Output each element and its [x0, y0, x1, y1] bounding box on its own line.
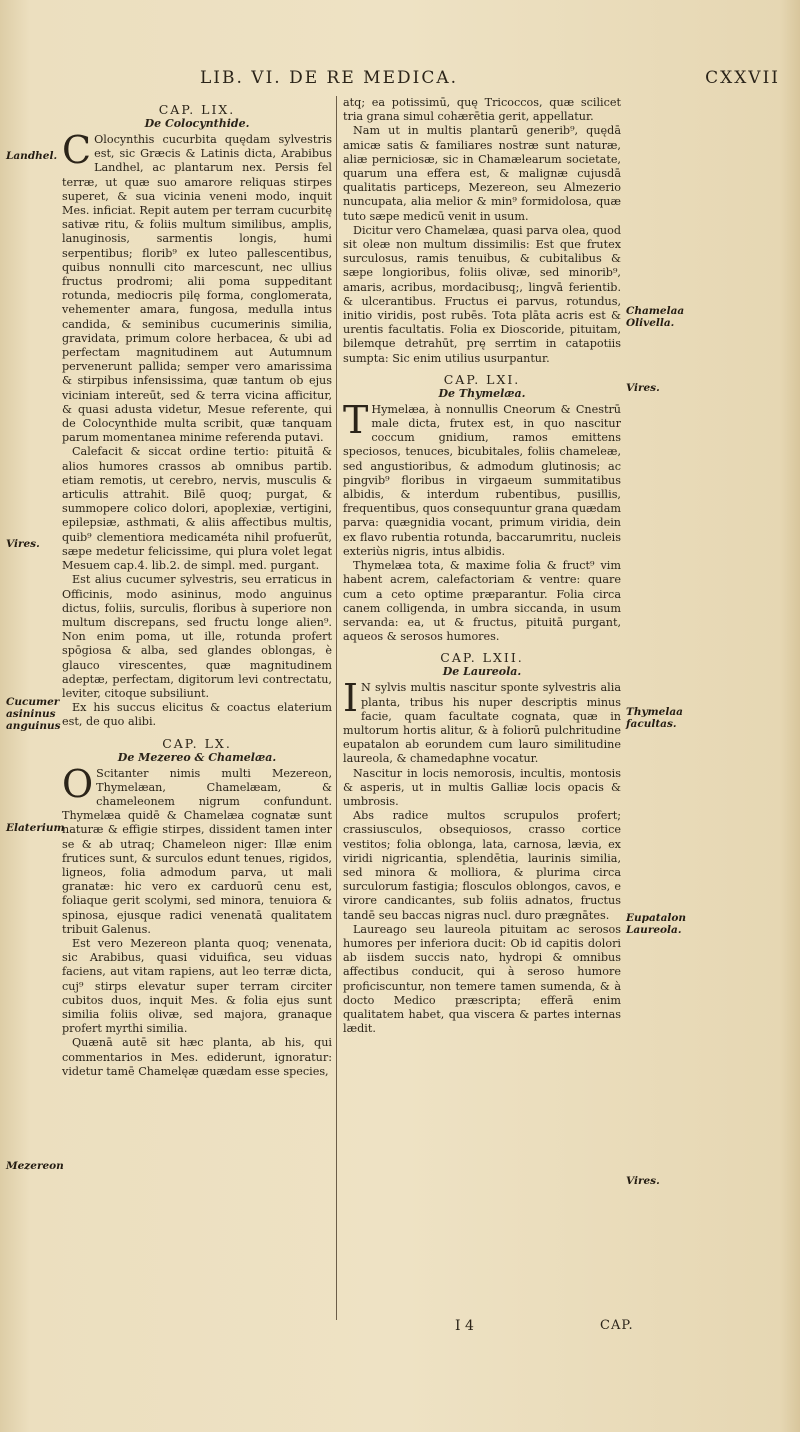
- chapter-subheading: De Laureola.: [442, 665, 522, 679]
- paragraph: [62, 761, 332, 937]
- margin-note: Vires.: [626, 382, 660, 394]
- paragraph: [343, 676, 621, 766]
- paragraph-text: Olocynthis cucurbita quędam sylvestris est, sic Græcis & Latinis dicta, Arabibus Landhel, ac plantarum nex. Persis fel terræ, ut quæ suo amarore reliquas stirpes superet, & sua vicinia veneni modo, inquit Mes. inficiat. Repit autem per terram cucurbitę sativæ ritu, & foliis multum similibus, amplis, lanuginosis, sarmentis longis, humi serpentibus; florib⁹ ex luteo pallescentibus, quibus nonnulli cito marcescunt, nec ullius fructus prodromi; alii poma suppeditant rotunda, mediocris pilę forma, conglomerata, vehementer amara, fungosa, medulla intus candida, & seminibus cucumerinis similia, gravidata, primum colore herbacea, & ubi ad perfectam magnitudinem aut Autumnum pervenerunt pallida; semper vero amarissima & stirpibus infensissima, quæ tantum ob ejus viciniam intereūt, sed & terra vicina afficitur, & quasi adusta videtur, Mesue referente, qui de Colocynthide multa scribit, quæ tanquam parum momentanea minime referenda putavi.: [62, 133, 332, 445]
- chapter-heading: CAP. LIX.: [158, 102, 236, 117]
- drop-cap: O: [62, 761, 94, 806]
- paragraph: Abs radice multos scrupulos profert; crassiusculos, obsequiosos, crasso cortice vestitos; folia oblonga, lata, carnosa, lævia, ex viridi nigricantia, splendētia, laurinis similia, sed minora & molliora, & plurima circa surculorum fastigia; flosculos oblongos, cavos, e virore candicantes, sub foliis adnatos, fructus tandē seu baccas nigras nucl. duro prægnātes.: [343, 809, 621, 922]
- paragraph-text: Scitanter nimis multi Mezereon, Thymelæan, Chamelæam, & chameleonem nigrum confundunt. Thymelæa quidē & Chamelæa cognatæ sunt naturæ & effigie stirpes, dissident tamen inter se & ab utraq; Chameleon niger: Illæ enim frutices sunt, & surculos edunt tenues, rigidos, ligneos, folia admodum parva, ut mali granatæ: hic vero ex carduorū cenu est, foliaque gerit scolymi, sed minora, tenuiora & spinosa, ejusque radici venenatā qualitatem tribuit Galenus.: [62, 766, 332, 936]
- column-divider: [336, 96, 337, 1320]
- paragraph: Est vero Mezereon planta quoq; venenata, sic Arabibus, quasi viduifica, seu viduas faciens, aut vitam rapiens, aut leo terræ dicta, cuj⁹ stirps elevatur super terram circiter cubitos duos, inquit Mes. & folia ejus sunt similia foliis olivæ, sed majora, granaque profert myrthi similia.: [62, 936, 332, 1036]
- paragraph: atq; ea potissimū, quę Tricoccos, quæ scilicet tria grana simul cohærētia gerit, appellatur.: [343, 96, 621, 124]
- paragraph: Calefacit & siccat ordine tertio: pituitā & alios humores crassos ab omnibus partib. etiam remotis, ut cerebro, nervis, musculis & articulis attrahit. Bilē quoq; purgat, & summopere colico dolori, apoplexiæ, vertigini, epilepsiæ, asthmati, & aliis affectibus multis, quib⁹ clementiora medicaméta nihil profuerūt, sæpe medetur felicissime, qui plura volet legat Mesuem cap.4. lib.2. de simpl. med. purgant.: [62, 445, 332, 573]
- margin-note: Vires.: [6, 538, 40, 550]
- paragraph: Quænā autē sit hæc planta, ab his, qui commentarios in Mes. ediderunt, ignoratur: videtur tamē Chamelęæ quædam esse species,: [62, 1036, 332, 1078]
- paragraph: Thymelæa tota, & maxime folia & fruct⁹ vim habent acrem, calefactoriam & ventre: quare cum a ceto optime præparantur. Folia circa canem colligenda, in umbra siccanda, in usum servanda: ea, ut & fructus, pituitā purgant, aqueos & serosos humores.: [343, 559, 621, 644]
- margin-note: Elaterium: [6, 822, 65, 834]
- signature-mark: I 4: [455, 1318, 474, 1334]
- running-head: [200, 68, 780, 94]
- paragraph: [343, 397, 621, 559]
- margin-note: Mezereon: [6, 1160, 64, 1172]
- paragraph-text: N sylvis multis nascitur sponte sylvestris alia planta, tribus his nuper descriptis minus facie, quam facultate cognata, quæ in multorum hortis alitur, & à foliorū pulchritudine eupatalon ab eorundem cum lauro similitudine laureola, & chamedaphne vocatur.: [343, 681, 621, 766]
- catchword: CAP.: [600, 1318, 634, 1333]
- chapter-subheading: De Colocynthide.: [144, 117, 250, 130]
- paragraph: Nam ut in multis plantarū generib⁹, quędā amicæ satis & familiares nostræ sunt naturæ, aliæ perniciosæ, sic in Chamælearum societate, quarum una effera est, & malignæ cujusdā qualitatis particeps, Mezereon, seu Almezerio nuncupata, alia melior & min⁹ formidolosa, quæ tuto sæpe medicū venit in usum.: [343, 124, 621, 223]
- margin-note: Vires.: [626, 1175, 660, 1187]
- chapter-heading: CAP. LX.: [162, 735, 232, 751]
- paragraph: Est alius cucumer sylvestris, seu erraticus in Officinis, modo asininus, modo anguinus dictus, foliis, surculis, floribus à superiore non multum discrepans, sed fructu longe alien⁹. Non enim poma, ut ille, rotunda profert spōgiosa & alba, sed glandes oblongas, è glauco virescentes, quæ magnitudinem adeptæ, perfectam, digitorum levi contrectatu, leviter, citoque subsiliunt.: [62, 573, 332, 700]
- folio-number: CXXVII: [705, 68, 780, 88]
- paragraph: Ex his succus elicitus & coactus elaterium est, de quo alibi.: [62, 701, 332, 729]
- drop-cap: T: [343, 397, 369, 442]
- margin-note: Cucumer asininus anguinus: [6, 696, 61, 732]
- paragraph-text: Hymelæa, à nonnullis Cneorum & Cnestrū male dicta, frutex est, in quo nascitur coccum gnidium, ramos emittens speciosos, tenuces, bicubitales, foliis chameleæ, sed angustioribus, & admodum glutinosis; ac pingvib⁹ floribus in virgaeum summitatibus albidis, & interdum rubentibus, pusillis, frequentibus, quos consequuntur grana quædam parva: quægnidia vocant, primum viridia, dein ex flavo rubentia rotunda, baccarumritu, nucleis exteriùs nigris, intus albidis.: [343, 402, 621, 558]
- paragraph: Nascitur in locis nemorosis, incultis, montosis & asperis, ut in multis Galliæ locis opacis & umbrosis.: [343, 766, 621, 808]
- left-column: [62, 96, 332, 1079]
- chapter-heading: CAP. LXI.: [443, 371, 521, 387]
- margin-note: Chamelaa Olivella.: [626, 305, 685, 329]
- drop-cap: C: [62, 128, 92, 172]
- chapter-subheading: De Thymelæa.: [438, 386, 526, 400]
- chapter-subheading: De Mezereo & Chamelæa.: [117, 750, 277, 764]
- margin-note: Landhel.: [6, 150, 58, 162]
- running-title: LIB. VI. DE RE MEDICA.: [200, 68, 459, 88]
- margin-note: Eupatalon Laureola.: [626, 912, 687, 936]
- drop-cap: I: [343, 676, 359, 721]
- paragraph: Dicitur vero Chamelæa, quasi parva olea, quod sit oleæ non multum dissimilis: Est que frutex surculosus, ramis tenuibus, & cubitalibus & sæpe longioribus, foliis olivæ, sed minorib⁹, amaris, acribus, mordacibusq;, lingvā ferientib. & ulcerantibus. Fructus ei parvus, rotundus, initio viridis, post rubēs. Tota plāta acris est & urentis facultatis. Folia ex Dioscoride, pituitam, bilemque detrahūt, prę serrtim in catapotiis sumpta: Sic enim utilius usurpantur.: [343, 223, 621, 365]
- paragraph: Laureago seu laureola pituitam ac serosos humores per inferiora ducit: Ob id capitis dolori ab iisdem succis nato, hydropi & omnibus affectibus conducit, qui à seroso humore proficiscuntur, non temere tamen sumenda, & à docto Medico præscripta; efferā enim qualitatem habet, qua viscera & partes internas lædit.: [343, 922, 621, 1036]
- margin-note: Thymelaa facultas.: [626, 706, 683, 730]
- right-column: [343, 96, 621, 1036]
- chapter-heading: CAP. LXII.: [440, 650, 524, 666]
- paragraph: [62, 128, 332, 445]
